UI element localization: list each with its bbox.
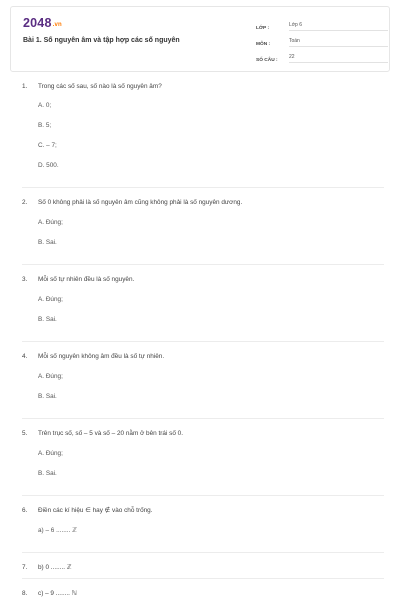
question-text: Mỗi số nguyên không âm đều là số tự nhiên.: [38, 353, 165, 360]
answer-option[interactable]: B. Sai.: [38, 470, 57, 477]
question-number: 7.: [22, 564, 28, 571]
question-number: 3.: [22, 276, 28, 283]
option-list: [22, 526, 384, 535]
answer-option[interactable]: B. Sai.: [38, 393, 57, 400]
answer-option[interactable]: C. – 7;: [38, 142, 57, 149]
document-title: Bài 1. Số nguyên âm và tập hợp các số nguyên: [23, 37, 180, 44]
question-text: Mỗi số tự nhiên đều là số nguyên.: [38, 276, 135, 283]
meta-label: LỚP :: [256, 26, 270, 31]
question-text: Điền các kí hiệu ∈ hay ∉ vào chỗ trống.: [38, 507, 153, 514]
meta-value: Lớp 6: [289, 22, 388, 31]
option-list: [22, 218, 384, 247]
worksheet-header: [10, 6, 390, 72]
question-text[interactable]: b) 0 ........ ℤ: [38, 564, 72, 571]
question-number: 5.: [22, 430, 28, 437]
answer-option[interactable]: A. 0;: [38, 102, 52, 109]
answer-option[interactable]: A. Đúng;: [38, 219, 63, 226]
meta-value: Toán: [289, 38, 388, 47]
fill-in-item[interactable]: a) – 6 ........ ℤ: [38, 527, 77, 534]
option-list: [22, 101, 384, 170]
option-list: [22, 295, 384, 324]
answer-option[interactable]: A. Đúng;: [38, 296, 63, 303]
question-text: Trên trục số, số – 5 và số – 20 nằm ở bên trái số 0.: [38, 430, 183, 437]
worksheet-page: [0, 6, 400, 600]
question-item: [22, 265, 384, 342]
question-number: 8.: [22, 590, 28, 597]
question-text: Số 0 không phải là số nguyên âm cũng không phải là số nguyên dương.: [38, 199, 243, 206]
question-list: [10, 72, 390, 600]
brand-logo[interactable]: 2048.vn: [23, 16, 62, 30]
meta-label: MÔN :: [256, 42, 271, 47]
meta-panel: [256, 15, 388, 63]
question-item: [22, 496, 384, 553]
meta-row-question-count: [256, 47, 388, 63]
answer-option[interactable]: A. Đúng;: [38, 450, 63, 457]
answer-option[interactable]: D. 500.: [38, 162, 59, 169]
question-text[interactable]: c) – 9 ........ ℕ: [38, 590, 77, 597]
question-text: Trong các số sau, số nào là số nguyên âm?: [38, 83, 162, 90]
question-number: 6.: [22, 507, 28, 514]
answer-option[interactable]: B. 5;: [38, 122, 52, 129]
question-item: [22, 72, 384, 188]
answer-option[interactable]: B. Sai.: [38, 316, 57, 323]
question-item: [22, 342, 384, 419]
meta-row-subject: [256, 31, 388, 47]
question-item: [22, 579, 384, 600]
question-item: [22, 553, 384, 579]
question-number: 1.: [22, 83, 28, 90]
answer-option[interactable]: B. Sai.: [38, 239, 57, 246]
meta-value: 22: [289, 54, 388, 63]
question-number: 4.: [22, 353, 28, 360]
option-list: [22, 449, 384, 478]
question-number: 2.: [22, 199, 28, 206]
meta-row-class: [256, 15, 388, 31]
question-item: [22, 188, 384, 265]
meta-label: SỐ CÂU :: [256, 58, 278, 63]
question-item: [22, 419, 384, 496]
option-list: [22, 372, 384, 401]
answer-option[interactable]: A. Đúng;: [38, 373, 63, 380]
